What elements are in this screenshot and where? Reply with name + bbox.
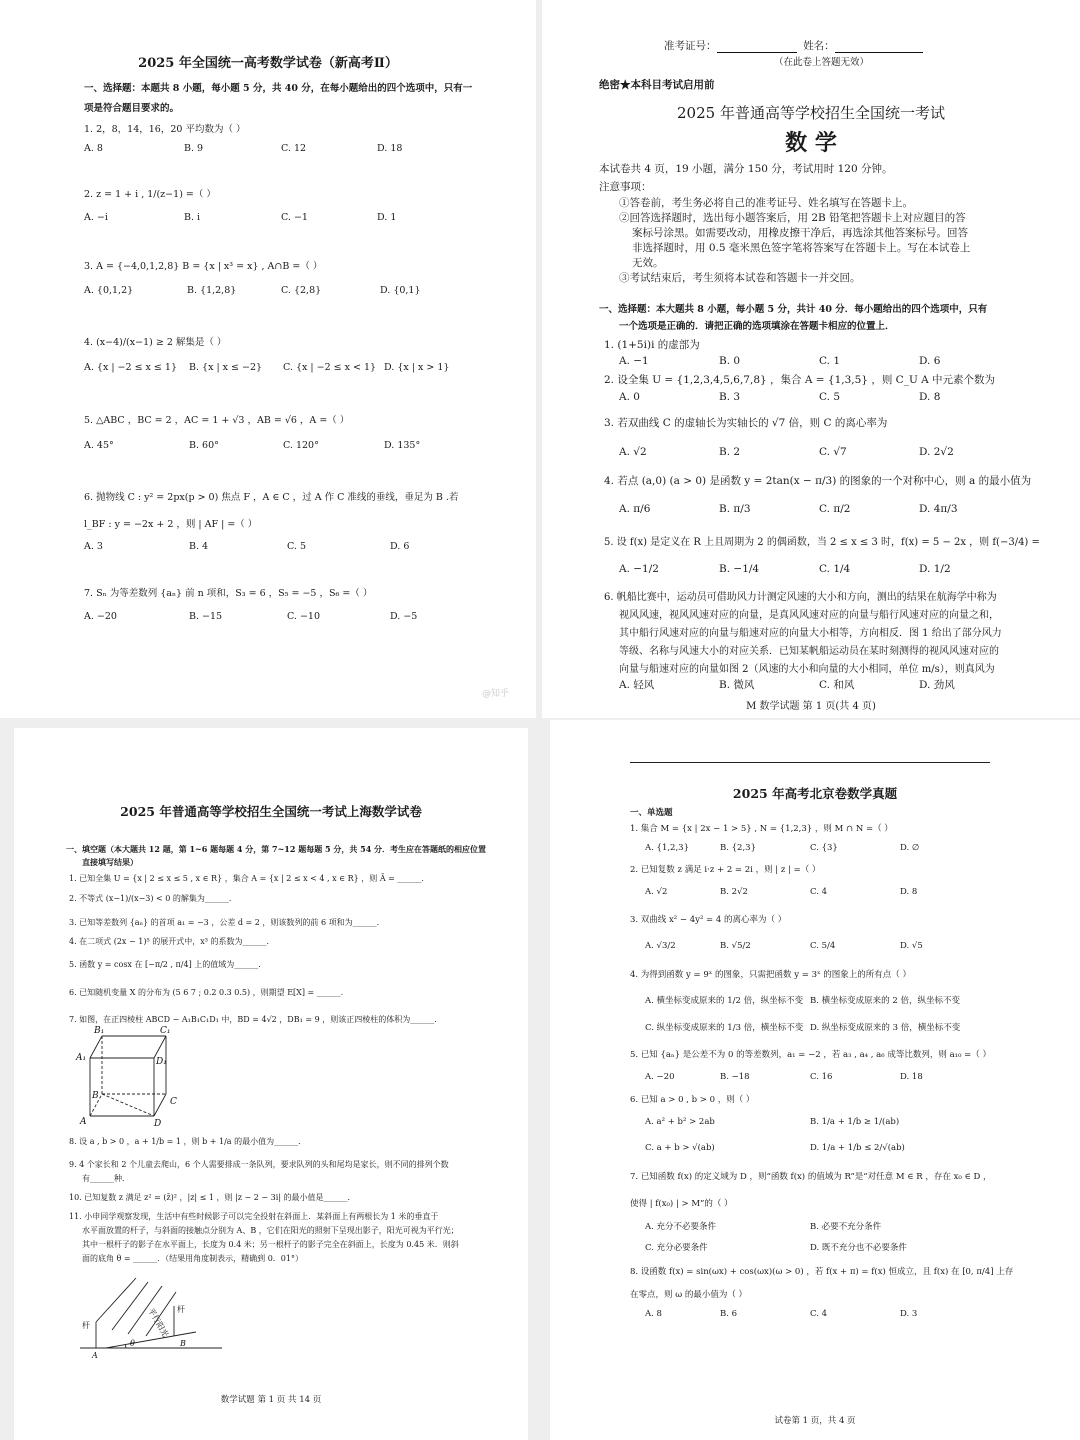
section-heading-cont: 一个选项是正确的．请把正确的选项填涂在答题卡相应的位置上． [619,321,895,332]
exam-number-blank [717,42,797,53]
option: C. −10 [287,611,321,622]
option: A. √2 [619,446,647,458]
question-stem: 8. 设函数 f(x) = sin(ωx) + cos(ωx)(ω > 0) ，若 f(x + π) = f(x) 恒成立，且 f(x) 在 [0, π/4] 上存 [630,1267,1014,1277]
page-footer: 数学试题 第 1 页 共 14 页 [220,1395,322,1405]
intro-text: 本试卷共 4 页，19 小题，满分 150 分，考试用时 120 分钟。 [599,163,893,175]
option: A. −20 [645,1072,675,1082]
option: A. −1 [619,355,649,367]
option: D. 纵坐标变成原来的 3 倍，横坐标不变 [810,1023,961,1033]
option: B. 必要不充分条件 [810,1222,882,1232]
option: C. a + b > √(ab) [645,1143,715,1153]
option: D. 1 [377,212,397,223]
header-rule [630,762,990,763]
option: D. 劲风 [919,679,955,691]
question-stem: 1. 2，8，14，16，20 平均数为（ ） [84,124,246,135]
option: A. −1/2 [619,563,659,575]
question-stem: 2. 已知复数 z 满足 i·z + 2 = 2i ，则 | z | =（ ） [630,865,821,875]
option: A. 45° [84,440,114,451]
option: A. 3 [84,541,103,552]
option: B. 2 [719,446,741,458]
page-footer: M 数学试题 第 1 页(共 4 页) [746,701,876,712]
section-heading: 一、填空题（本大题共 12 题，第 1~6 题每题 4 分，第 7~12 题每题 5 分，共 54 分．考生应在答题纸的相应位置 [66,844,487,854]
fill-in-question: 5. 函数 y = cosx 在 [−π/2 , π/4] 上的值域为______． [69,960,267,969]
option: D. ∅ [900,843,920,853]
question-stem: 6. 帆船比赛中，运动员可借助风力计测定风速的大小和方向，测出的结果在航海学中称为 [604,592,997,603]
section-heading: 一、选择题：本大题共 8 小题，每小题 5 分，共计 40 分．每小题给出的四个选项中，只有 [599,304,988,315]
label-d: D [154,1119,162,1128]
option: C. {3} [810,843,838,853]
fill-in-question: 2. 不等式 (x−1)/(x−3) < 0 的解集为______． [69,894,237,903]
exam-page-new-gaokao-2 [0,0,536,718]
question-stem-cont: 在零点，则 ω 的最小值为（ ） [630,1290,748,1300]
question-stem: 4. 若点 (a,0) (a > 0) 是函数 y = 2tan(x − π/3) 的图象的一个对称中心，则 a 的最小值为 [604,475,1032,487]
option: B. 1/a + 1/b ≥ 1/(ab) [810,1117,900,1127]
fill-in-question: 7. 如图，在正四棱柱 ABCD − A₁B₁C₁D₁ 中，BD = 4√2 ，DB₁ = 9 ，则该正四棱柱的体积为______． [69,1015,443,1024]
option: D. 3 [900,1309,918,1319]
question-stem: 3. 双曲线 x² − 4y² = 4 的离心率为（ ） [630,915,787,925]
fill-in-question: 3. 已知等差数列 {aₙ} 的首项 a₁ = −3 ，公差 d = 2 ，则该数列的前 6 项和为______． [69,918,385,927]
option: B. 9 [184,143,204,154]
subject-title: 数 学 [785,130,837,156]
fill-in-question: 11. 小申同学观察发现，生活中有些时候影子可以完全投射在斜面上．某斜面上有两根长为 1 米的垂直于 [69,1212,439,1221]
rod-label-2: 杆 [177,1305,185,1314]
option: A. 0 [619,391,640,403]
option: C. 纵坐标变成原来的 1/3 倍，横坐标不变 [645,1023,804,1033]
label-b1: B₁ [94,1026,105,1036]
label-b: B [180,1339,186,1348]
option: A. 8 [645,1309,662,1319]
note-line: ①答卷前，考生务必将自己的准考证号、姓名填写在答题卡上。 [619,197,913,209]
option: A. 轻风 [619,679,655,691]
question-stem-cont: 使得 | f(x₀) | > M”的（ ） [630,1199,733,1209]
option: C. 5 [819,391,841,403]
option: D. {x | x > 1} [384,362,450,373]
name-blank [835,42,923,53]
option: B. 60° [189,440,219,451]
section-heading-cont: 项是符合题目要求的。 [84,103,180,114]
fill-in-question: 9. 4 个家长和 2 个儿童去爬山，6 个人需要排成一条队列，要求队列的头和尾均是家长，则不同的排列个数 [69,1160,449,1169]
option: D. 135° [384,440,421,451]
option: D. 4π/3 [919,503,958,515]
page-footer: 试卷第 1 页，共 4 页 [774,1416,856,1426]
page-title: 2025 年高考北京卷数学真题 [732,786,898,801]
notes-title: 注意事项： [599,181,652,193]
exam-number-field [664,38,923,53]
exam-page-national [542,0,1080,718]
page-title: 2025 年全国统一高考数学试卷（新高考Ⅱ） [138,56,398,71]
fill-in-question: 8. 设 a , b > 0 ，a + 1/b = 1 ，则 b + 1/a 的最小值为______． [69,1137,307,1146]
header-note: （在此卷上答题无效） [774,57,870,68]
option: B. 3 [719,391,741,403]
option: B. 微风 [719,679,755,691]
question-stem-cont: 等级、名称与风速大小的对应关系．已知某帆船运动员在某时刻测得的视风风速对应的 [619,646,999,657]
label-a: A [92,1351,98,1360]
fill-in-question: 4. 在二项式 (2x − 1)⁵ 的展开式中，x³ 的系数为______． [69,937,275,946]
label-c1: C₁ [160,1026,171,1036]
label-theta: θ [130,1339,135,1348]
option: A. π/6 [619,503,651,515]
rod-label-1: 杆 [82,1321,90,1330]
option: A. 8 [84,143,103,154]
question-stem: 6. 已知 a > 0 , b > 0 ，则（ ） [630,1095,755,1105]
option: B. −15 [189,611,223,622]
question-stem: 7. Sₙ 为等差数列 {aₙ} 前 n 项和，S₃ = 6 ，S₅ = −5 ，S₆ =（ ） [84,588,373,599]
prism-figure [74,1024,184,1128]
fill-in-question-cont: 有______种． [82,1174,130,1183]
option: C. 12 [281,143,307,154]
option: D. −5 [390,611,418,622]
option: C. √7 [819,446,847,458]
option: B. 6 [720,1309,738,1319]
question-stem: 5. 设 f(x) 是定义在 R 上且周期为 2 的偶函数，当 2 ≤ x ≤ 3 时，f(x) = 5 − 2x ，则 f(−3/4) = [604,537,1040,548]
option: C. 5/4 [810,941,836,951]
label-a: A [80,1117,87,1127]
option: D. 6 [390,541,410,552]
option: B. 2√2 [720,887,748,897]
question-stem-cont: 其中船行风速对应的向量与船速对应的向量大小相等，方向相反．图 1 给出了部分风力 [619,628,1002,639]
question-stem: 4. (x−4)/(x−1) ≥ 2 解集是（ ） [84,337,227,348]
option: B. √5/2 [720,941,751,951]
option: A. √2 [645,887,668,897]
option: A. −i [84,212,108,223]
option: C. {2,8} [281,285,322,296]
confidential-label: 绝密★本科目考试启用前 [599,79,715,91]
exam-page-shanghai [14,728,528,1440]
option: A. 充分不必要条件 [645,1222,717,1232]
question-stem: 5. 已知 {aₙ} 是公差不为 0 的等差数列，a₁ = −2 ，若 a₃ , a₄ , a₆ 成等比数列，则 a₁₀ =（ ） [630,1050,991,1060]
section-heading: 一、单选题 [630,808,673,818]
question-stem-cont: 向量与船速对应的向量如图 2（风速的大小和向量的大小相同，单位 m/s），则真风为 [619,664,995,675]
option: D. 1/a + 1/b ≤ 2/√(ab) [810,1143,905,1153]
question-stem: 5. △ABC ，BC = 2 ，AC = 1 + √3 ，AB = √6 ，A =（ ） [84,415,350,426]
question-stem: 1. 集合 M = {x | 2x − 1 > 5} , N = {1,2,3} ，则 M ∩ N =（ ） [630,824,893,834]
note-line: ③考试结束后，考生须将本试卷和答题卡一并交回。 [619,272,861,284]
question-stem: 3. A = {−4,0,1,2,8} B = {x | x³ = x} , A∩B =（ ） [84,261,323,272]
question-stem: 4. 为得到函数 y = 9ˣ 的图象，只需把函数 y = 3ˣ 的图象上的所有点（ ） [630,970,912,980]
fill-in-question: 10. 已知复数 z 满足 z² = (z̄)² ，|z| ≤ 1 ，则 |z − 2 − 3i| 的最小值是______． [69,1193,356,1202]
option: C. 120° [283,440,319,451]
note-line: 无效。 [632,257,664,269]
section-heading: 一、选择题：本题共 8 小题，每小题 5 分，共 40 分，在每小题给出的四个选项中，只有一 [84,83,473,94]
exam-page-beijing [550,720,1080,1440]
fill-in-question-cont: 水平面放置的杆子，与斜面的接触点分别为 A、B ，它们在阳光的照射下呈现出影子，阳光可视为平行光； [82,1226,459,1235]
note-line: 非选择题时，用 0.5 毫米黑色签字笔将答案写在答题卡上。写在本试卷上 [632,242,971,254]
option: D. {0,1} [380,285,421,296]
option: C. 4 [810,1309,828,1319]
section-heading-cont: 直接填写结果） [82,857,138,867]
exam-number-label: 准考证号： [664,40,717,52]
watermark: @知乎 [482,689,510,699]
question-stem: 7. 已知函数 f(x) 的定义域为 D ，则“函数 f(x) 的值域为 R”是“对任意 M ∈ R ，存在 x₀ ∈ D ， [630,1172,992,1182]
option: B. 横坐标变成原来的 2 倍，纵坐标不变 [810,996,960,1006]
option: D. √5 [900,941,923,951]
option: A. a² + b² > 2ab [645,1117,715,1127]
question-stem: 3. 若双曲线 C 的虚轴长为实轴长的 √7 倍，则 C 的离心率为 [604,417,888,429]
option: C. 1/4 [819,563,851,575]
shadow-figure [76,1270,226,1360]
option: C. {x | −2 ≤ x < 1} [283,362,377,373]
option: C. π/2 [819,503,851,515]
note-line: ②回答选择题时，选出每小题答案后，用 2B 铅笔把答题卡上对应题目的答 [619,212,966,224]
option: D. 1/2 [919,563,951,575]
option: C. 和风 [819,679,855,691]
question-stem: 1. (1+5i)i 的虚部为 [604,339,700,351]
page-title: 2025 年普通高等学校招生全国统一考试上海数学试卷 [120,804,422,819]
option: C. 充分必要条件 [645,1243,708,1253]
option: D. 8 [919,391,941,403]
light-label: 平行阳光 [146,1306,171,1339]
option: A. 横坐标变成原来的 1/2 倍，纵坐标不变 [645,996,804,1006]
question-stem: 2. 设全集 U = {1,2,3,4,5,6,7,8} ，集合 A = {1,3,5} ，则 C_U A 中元素个数为 [604,374,996,386]
question-stem: 6. 抛物线 C : y² = 2px(p > 0) 焦点 F ，A ∈ C ，过 A 作 C 准线的垂线，垂足为 B .若 [84,492,459,503]
option: B. −18 [720,1072,750,1082]
option: B. {2,3} [720,843,756,853]
question-stem-cont: 视风风速，视风风速对应的向量，是真风风速对应的向量与船行风速对应的向量之和， [619,610,999,621]
option: B. {x | x ≤ −2} [189,362,263,373]
option: D. 2√2 [919,446,954,458]
option: D. 18 [377,143,403,154]
option: A. {0,1,2} [84,285,134,296]
option: C. −1 [281,212,308,223]
option: B. i [184,212,201,223]
note-line: 案标号涂黑。如需要改动，用橡皮擦干净后，再选涂其他答案标号。回答 [632,227,968,239]
option: B. 0 [719,355,741,367]
name-label: 姓名： [803,40,835,52]
option: C. 5 [287,541,307,552]
option: B. 4 [189,541,209,552]
option: B. −1/4 [719,563,760,575]
option: A. {1,2,3} [645,843,689,853]
fill-in-question: 6. 已知随机变量 X 的分布为 (5 6 7 ; 0.2 0.3 0.5) ，则期望 E[X] = ______． [69,988,349,997]
option: D. 18 [900,1072,923,1082]
option: C. 4 [810,887,828,897]
option: C. 1 [819,355,841,367]
option: B. π/3 [719,503,751,515]
option: D. 既不充分也不必要条件 [810,1243,907,1253]
option: A. −20 [84,611,117,622]
question-stem: 2. z = 1 + i , 1/(z−1) =（ ） [84,189,216,200]
question-stem-cont: l_BF : y = −2x + 2 ，则 | AF | =（ ） [84,519,258,530]
label-a1: A₁ [76,1053,87,1063]
label-d1: D₁ [156,1057,167,1067]
option: A. {x | −2 ≤ x ≤ 1} [84,362,177,373]
label-b: B [92,1091,99,1101]
exam-title: 2025 年普通高等学校招生全国统一考试 [677,104,945,122]
fill-in-question-cont: 其中一根杆子的影子在水平面上，长度为 0.4 米；另一根杆子的影子完全在斜面上，长度为 0.45 米．则斜 [82,1240,459,1249]
option: C. 16 [810,1072,833,1082]
option: A. √3/2 [645,941,676,951]
fill-in-question-cont: 面的底角 θ = ______．（结果用角度制表示，精确到 0．01°） [82,1254,303,1263]
option: B. {1,2,8} [187,285,237,296]
option: D. 8 [900,887,918,897]
label-c: C [170,1097,177,1107]
option: D. 6 [919,355,941,367]
fill-in-question: 1. 已知全集 U = {x | 2 ≤ x ≤ 5 , x ∈ R} ，集合 A = {x | 2 ≤ x < 4 , x ∈ R} ，则 Ā = ______． [69,874,430,883]
